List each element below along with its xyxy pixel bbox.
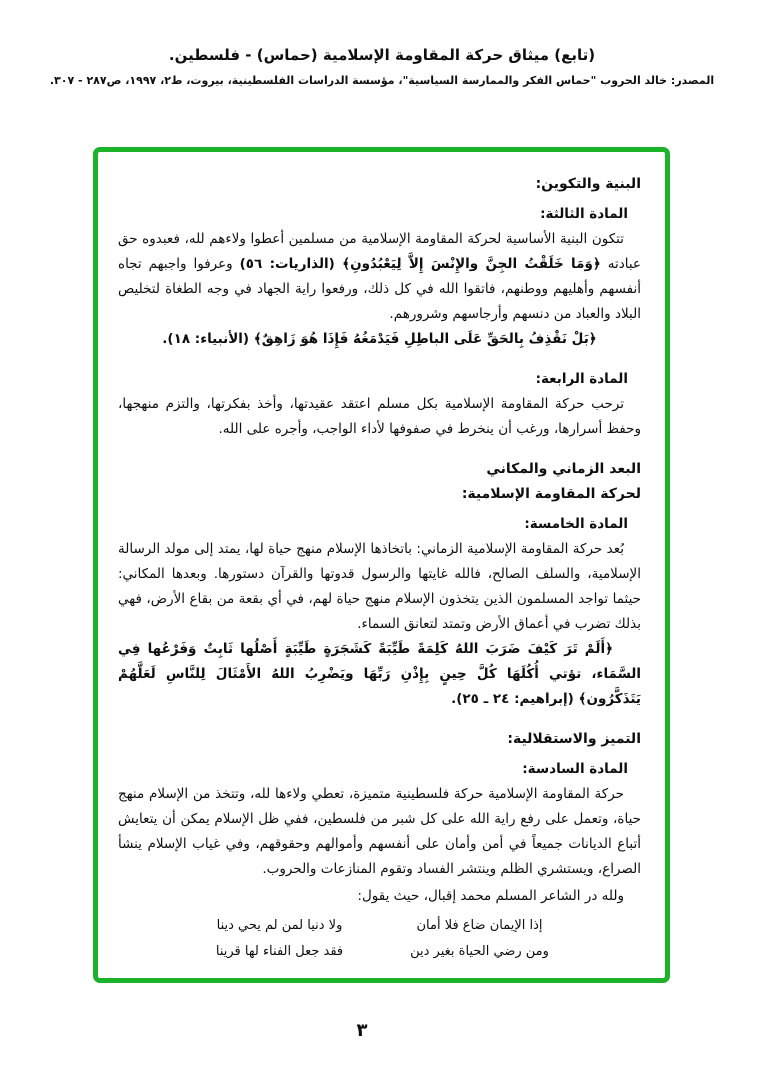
poem-couplet-1-left-hemistich: ولا دنيا لمن لم يحي دينا	[216, 918, 343, 933]
article-3-body-text-cont: وعرفوا واجبهم تجاه أنفسهم وأهليهم ووطنهم، فاتقوا الله في كل ذلك، ورفعوا راية الجهاد في وجه الطغاة لتخليص البلاد والعباد من دنسهم وأرجاسهم وشرورهم.	[118, 256, 641, 322]
page-number: ٣	[356, 1020, 368, 1041]
poem-couplet-2	[205, 939, 555, 965]
section-heading-distinctiveness: التميز والاستقلالية:	[507, 731, 641, 747]
content-frame	[93, 147, 670, 983]
article-5-quran-verse: ﴿أَلَمْ تَرَ كَيْفَ ضَرَبَ اللهُ كَلِمَةً طَيِّبَةً كَشَجَرَةٍ طَيِّبَةٍ أَصْلُها ثَابِتٌ وَفَرْعُها فِي السَّمَاء، تؤتي أُكُلَهَا كُلَّ حِينٍ بِإِذْنِ رَبِّهَا ويَضْرِبُ اللهُ الأَمْثَالَ لِلنَّاسِ لَعَلَّهُمْ يَتَذَكَّرُون﴾ (إبراهيم: ٢٤ ـ ٢٥).	[118, 641, 641, 707]
poem-couplet-1-right-hemistich: إذا الإيمان ضاع فلا أمان	[416, 918, 543, 933]
source-citation: المصدر: خالد الحروب "حماس الفكر والممارسة السياسية"، مؤسسة الدراسات الفلسطينية، بيروت، ط٢، ١٩٩٧، ص٢٨٧ - ٣٠٧.	[49, 74, 715, 87]
poetry-leadin: ولله در الشاعر المسلم محمد إقبال، حيث يقول:	[357, 888, 624, 904]
poem-couplet-1	[205, 913, 555, 939]
section-heading-structure: البنية والتكوين:	[535, 176, 641, 192]
article-3-body	[118, 227, 641, 327]
poem	[118, 913, 641, 965]
section-heading-dimension-line2: لحركة المقاومة الإسلامية:	[461, 486, 641, 502]
article-5-title: المادة الخامسة:	[524, 516, 628, 532]
poem-couplet-2-left-hemistich: فقد جعل الفناء لها قرينا	[215, 944, 344, 959]
section-heading-dimension-line1: البعد الزماني والمكاني	[486, 461, 641, 477]
article-3-quran-verse: ﴿بَلْ نَقْذِفُ بِالحَقِّ عَلَى الباطِلِ فَيَدْمَغُهُ فَإِذَا هُوَ زَاهِقٌ﴾ (الأنبياء: ١٨).	[162, 331, 597, 347]
article-6-body: حركة المقاومة الإسلامية حركة فلسطينية متميزة، تعطي ولاءها لله، وتتخذ من الإسلام منهج حياة، وتعمل على رفع راية الله على كل شبر من فلسطين، ففي ظل الإسلام يمكن أن يتعايش أتباع الديانات جميعاً في أمن وأمان على أنفسهم وأموالهم وحقوقهم، وفي غياب الإسلام ينشأ الصراع، ويستشري الظلم وينتشر الفساد وتقوم المنازعات والحروب.	[118, 786, 641, 877]
article-4-body: ترحب حركة المقاومة الإسلامية بكل مسلم اعتقد عقيدتها، وأخذ بفكرتها، والتزم منهجها، وحفظ أسرارها، ورغب أن ينخرط في صفوفها لأداء الواجب، وأجره على الله.	[118, 396, 641, 437]
article-4-title: المادة الرابعة:	[535, 371, 628, 387]
page-header	[0, 46, 764, 87]
document-title: (تابع) ميثاق حركة المقاومة الإسلامية (حماس) - فلسطين.	[168, 46, 596, 64]
article-6-title: المادة السادسة:	[522, 761, 628, 777]
article-5-body: بُعد حركة المقاومة الإسلامية الزماني: باتخاذها الإسلام منهج حياة لها، يمتد إلى مولد الرسالة الإسلامية، والسلف الصالح، فالله غايتها والرسول قدوتها والقرآن دستورها. وبعدها المكاني: حيثما تواجد المسلمون الذين يتخذون الإسلام منهج حياة لهم، في أي بقعة من بقاع الأرض، فهي بذلك تضرب في أعماق الأرض وتمتد لتعانق السماء.	[118, 541, 641, 632]
article-3-body-text: تتكون البنية الأساسية لحركة المقاومة الإسلامية من مسلمين أعطوا ولاءهم لله، فعبدوه حق عبادته	[118, 231, 641, 272]
article-3-inline-verse: ﴿وَمَا خَلَقْتُ الجِنَّ والإِنْسَ إِلاَّ لِيَعْبُدُونِ﴾ (الذاريات: ٥٦)	[239, 256, 601, 272]
article-3-title: المادة الثالثة:	[540, 206, 628, 222]
poem-couplet-2-right-hemistich: ومن رضي الحياة بغير دين	[410, 944, 549, 959]
